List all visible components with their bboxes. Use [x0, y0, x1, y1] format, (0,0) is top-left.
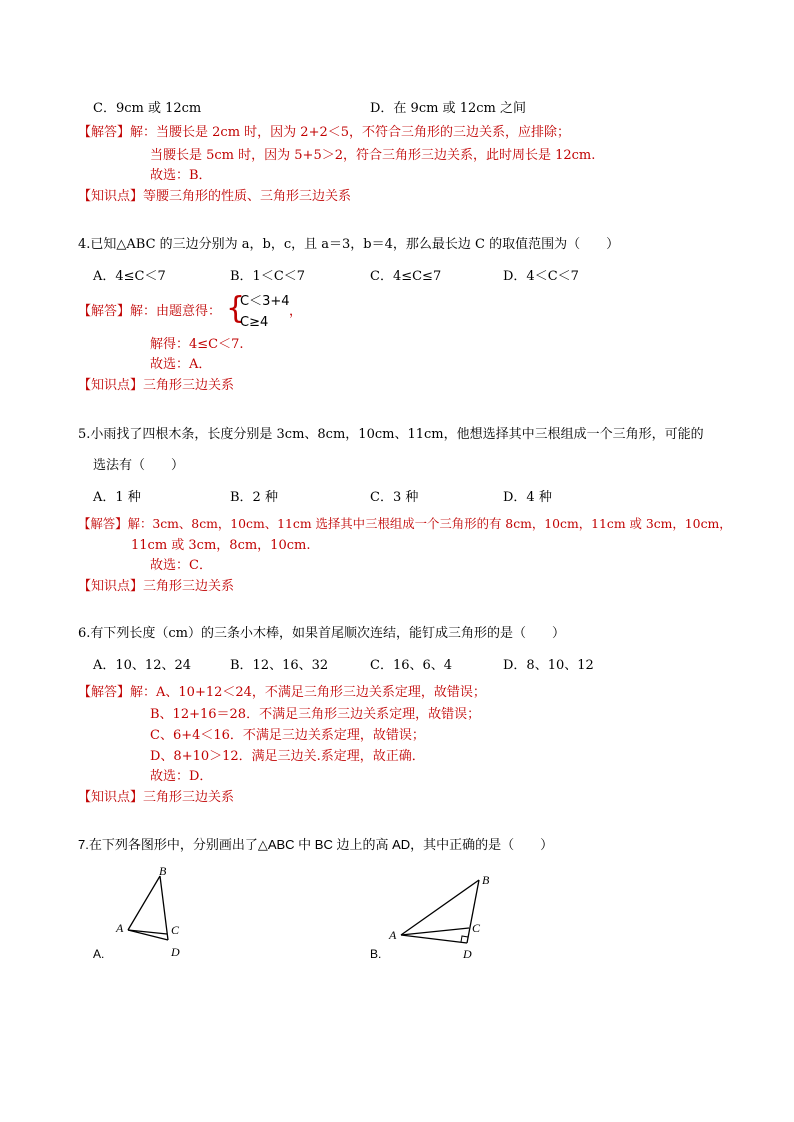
q4-option-a: A．4≤C＜7 — [93, 269, 166, 284]
q5-answer-line3: 故选：C． — [150, 558, 212, 573]
answer-tag: 【解答】 — [78, 685, 131, 700]
q5-answer-line2: 11cm 或 3cm，8cm，10cm. — [131, 538, 311, 553]
side-ad — [401, 935, 467, 943]
side-ab — [401, 880, 479, 935]
knowledge-tag: 【知识点】 — [78, 189, 144, 204]
q3-option-c: C．9cm 或 12cm — [93, 101, 202, 116]
vertex-d-label: D — [171, 945, 180, 959]
answer-text: 解：当腰长是 2cm 时，因为 2+2＜5，不符合三角形的三边关系，应排除； — [130, 125, 570, 140]
q5-option-c: C．3 种 — [370, 490, 419, 505]
figure-b-label: B. — [370, 947, 382, 961]
q4-option-c: C．4≤C≤7 — [370, 269, 442, 284]
answer-text: 解：A、10+12＜24，不满足三角形三边关系定理，故错误； — [130, 685, 486, 700]
side-bd — [160, 876, 168, 940]
vertex-c-label: C — [472, 921, 481, 935]
q5-option-d: D．4 种 — [503, 490, 552, 505]
q4-answer-line2: 解得：4≤C＜7. — [150, 337, 244, 352]
q4-knowledge — [78, 377, 234, 395]
vertex-a-label: A — [116, 921, 124, 935]
q6-answer-line4: D、8+10＞12．满足三边关.系定理，故正确． — [150, 749, 425, 764]
q6-stem: 6.有下列长度（cm）的三条小木棒，如果首尾顺次连结，能钉成三角形的是（ ） — [78, 626, 566, 641]
q6-option-b: B．12、16、32 — [230, 658, 329, 673]
answer-text: 解：由题意得： — [130, 304, 222, 319]
q3-answer-line2: 当腰长是 5cm 时，因为 5+5＞2，符合三角形三边关系，此时周长是 12cm. — [150, 148, 596, 163]
answer-tag: 【解答】 — [78, 125, 131, 140]
q5-stem-line1: 5.小雨找了四根木条，长度分别是 3cm、8cm，10cm、11cm，他想选择其中三根组成一个三角形，可能的 — [78, 427, 704, 442]
answer-text: 解：3cm、8cm，10cm、11cm 选择其中三根组成一个三角形的有 8cm，10cm，11cm 或 3cm，10cm， — [127, 516, 732, 531]
figure-a — [110, 862, 200, 962]
q6-option-a: A．10、12、24 — [93, 658, 192, 673]
q3-knowledge — [78, 188, 351, 206]
q5-answer-line1 — [78, 515, 732, 533]
q6-answer-line2: B、12+16＝28．不满足三角形三边关系定理，故错误； — [150, 707, 481, 722]
q5-knowledge — [78, 578, 234, 596]
q6-option-d: D．8、10、12 — [503, 658, 594, 673]
side-ac — [401, 928, 469, 935]
q6-knowledge — [78, 789, 234, 807]
q3-answer-line3: 故选：B． — [150, 168, 212, 183]
answer-tag: 【解答】 — [78, 304, 131, 319]
vertex-b-label: B — [159, 864, 167, 878]
q4-answer-line1 — [78, 303, 221, 321]
q7-stem: 7.在下列各图形中，分别画出了△ABC 中 BC 边上的高 AD，其中正确的是（ ） — [78, 837, 554, 852]
q4-option-d: D．4＜C＜7 — [503, 269, 579, 284]
q4-option-b: B．1＜C＜7 — [230, 269, 306, 284]
knowledge-text: 等腰三角形的性质、三角形三边关系 — [143, 189, 352, 204]
q4-stem: 4.已知△ABC 的三边分别为 a，b，c，且 a＝3，b＝4，那么最长边 C 的取值范围为（ ） — [78, 237, 620, 252]
answer-tag: 【解答】 — [78, 516, 128, 531]
vertex-b-label: B — [482, 873, 490, 887]
q5-stem-line2: 选法有（ ） — [93, 458, 185, 473]
q4-answer-line3: 故选：A． — [150, 357, 212, 372]
knowledge-text: 三角形三边关系 — [143, 579, 235, 594]
figure-b — [385, 866, 505, 966]
knowledge-text: 三角形三边关系 — [143, 378, 235, 393]
vertex-c-label: C — [171, 923, 180, 937]
knowledge-text: 三角形三边关系 — [143, 790, 235, 805]
knowledge-tag: 【知识点】 — [78, 378, 144, 393]
side-ab — [128, 876, 160, 930]
q3-option-d: D．在 9cm 或 12cm 之间 — [370, 101, 526, 116]
q6-answer-line1 — [78, 684, 486, 702]
system-line2: C≥4 — [240, 315, 269, 330]
system-brace-icon: { — [226, 291, 246, 326]
system-line1: C＜3+4 — [240, 294, 290, 309]
q5-option-b: B．2 种 — [230, 490, 278, 505]
vertex-a-label: A — [389, 928, 397, 942]
system-tail: ， — [289, 304, 303, 319]
q3-answer-line1 — [78, 124, 570, 142]
vertex-d-label: D — [463, 947, 472, 961]
q6-option-c: C．16、6、4 — [370, 658, 453, 673]
knowledge-tag: 【知识点】 — [78, 579, 144, 594]
q6-answer-line5: 故选：D． — [150, 769, 213, 784]
q5-option-a: A．1 种 — [93, 490, 141, 505]
figure-a-label: A. — [93, 947, 105, 961]
q6-answer-line3: C、6+4＜16．不满足三边关系定理，故错误； — [150, 728, 425, 743]
knowledge-tag: 【知识点】 — [78, 790, 144, 805]
